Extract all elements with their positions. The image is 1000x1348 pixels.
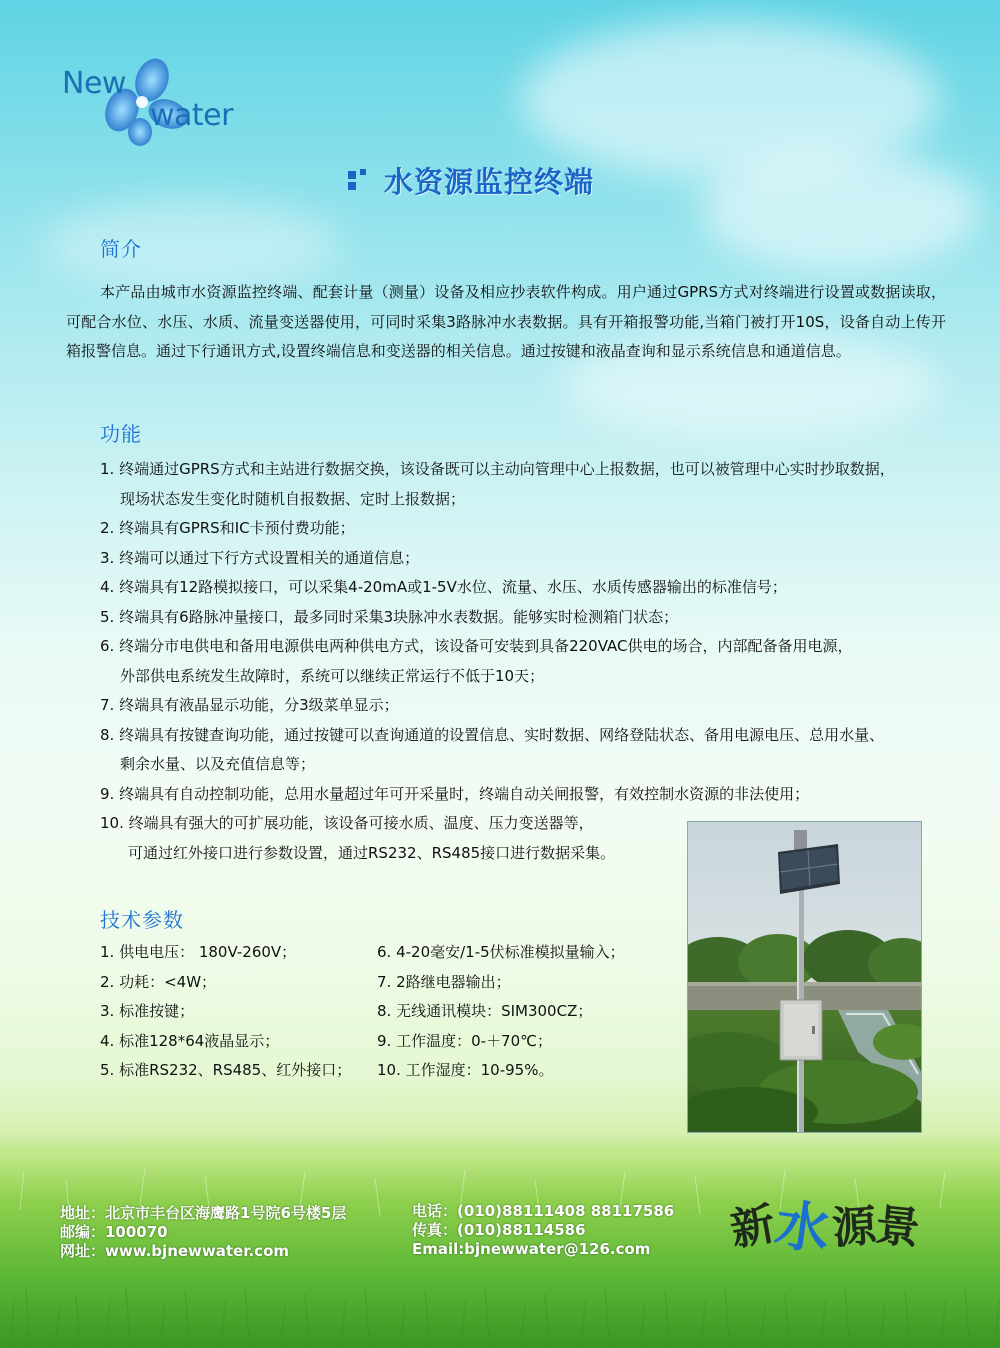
function-item-continuation: 可通过红外接口进行参数设置，通过RS232、RS485接口进行数据采集。 [128,843,616,862]
list-item [100,573,960,603]
list-item [100,603,960,633]
specs-left-column [100,938,370,1086]
list-item [100,544,960,574]
spec-item: 6. 4-20毫安/1-5伏标准模拟量输入； [377,943,625,961]
footer-postcode: 邮编：100070 [60,1223,168,1241]
spec-item: 4. 标准128*64液晶显示； [100,1031,280,1050]
specs-right-column [377,938,677,1086]
spec-item: 9. 工作温度：0-＋70℃； [377,1031,552,1050]
spec-item: 8. 无线通讯模块：SIM300CZ； [377,1002,593,1020]
list-item [100,632,960,691]
title-squares-icon [348,169,372,191]
function-item-line: 5. 终端具有6路脉冲量接口，最多同时采集3块脉冲水表数据。能够实时检测箱门状态； [100,607,679,626]
list-item [100,780,960,810]
intro-paragraph: 本产品由城市水资源监控终端、配套计量（测量）设备及相应抄表软件构成。用户通过GPRS方式对终端进行设置或数据读取，可配合水位、水压、水质、流量变送器使用，可同时采集3路脉冲水表数据。具有开箱报警功能,当箱门被打开10S，设备自动上传开箱报警信息。通过下行通讯方式,设置终端信息和变送器的相关信息。通过按键和液晶查询和显示系统信息和通道信息。 [66,283,946,360]
intro-heading: 简介 [100,237,142,261]
list-item [100,721,960,780]
logo-text-water: water [150,98,233,133]
cloud-decoration [700,150,980,270]
footer-email[interactable]: Email:bjnewwater@126.com [412,1240,651,1258]
specs-heading: 技术参数 [100,908,184,932]
spec-item: 2. 功耗：<4W； [100,972,217,991]
footer-website[interactable]: 网址：www.bjnewwater.com [60,1242,290,1260]
brand-calligraphy [726,1188,940,1262]
function-item-line: 6. 终端分市电供电和备用电源供电两种供电方式，该设备可安装到具备220VAC供电的场合，内部配备备用电源， [100,637,853,655]
function-item-line: 10. 终端具有强大的可扩展功能，该设备可接水质、温度、压力变送器等， [100,814,594,832]
brand-char: 景 [872,1199,923,1256]
spec-item: 5. 标准RS232、RS485、红外接口； [100,1061,352,1079]
monitoring-pole-illustration [688,822,921,1132]
list-item [100,455,960,514]
brand-char: 新 [726,1198,779,1257]
spec-item: 7. 2路继电器输出； [377,972,511,991]
list-item [100,514,960,544]
function-item-continuation: 剩余水量、以及充值信息等； [120,755,316,773]
brand-char: 源 [830,1200,879,1255]
function-item-line: 9. 终端具有自动控制功能，总用水量超过年可开采量时，终端自动关闸报警，有效控制水资源的非法使用； [100,784,810,803]
product-installation-photo [687,821,922,1133]
function-item-line: 4. 终端具有12路模拟接口，可以采集4-20mA或1-5V水位、流量、水压、水质传感器输出的标准信号； [100,578,787,596]
footer-fax: 传真：(010)88114586 [412,1221,586,1239]
footer-contact-right [412,1202,702,1259]
newwater-logo [62,52,242,152]
footer-phone: 电话：(010)88111408 88117586 [412,1202,675,1220]
functions-list [100,455,960,868]
function-item-line: 1. 终端通过GPRS方式和主站进行数据交换，该设备既可以主动向管理中心上报数据，也可以被管理中心实时抄取数据， [100,460,895,478]
brand-char: 水 [771,1191,834,1262]
spec-item: 1. 供电电压： 180V-260V； [100,943,297,961]
cloud-decoration [40,200,340,290]
function-item-line: 7. 终端具有液晶显示功能，分3级菜单显示； [100,696,399,714]
logo-text-new: New [62,66,126,101]
spec-item: 3. 标准按键； [100,1002,195,1020]
function-item-line: 3. 终端可以通过下行方式设置相关的通道信息； [100,548,420,567]
functions-heading: 功能 [100,422,142,446]
function-item-continuation: 外部供电系统发生故障时，系统可以继续正常运行不低于10天； [120,666,545,685]
spec-item: 10. 工作湿度：10-95%。 [377,1061,554,1079]
page-title-block [348,160,594,200]
page-title: 水资源监控终端 [384,164,595,199]
function-item-continuation: 现场状态发生变化时随机自报数据、定时上报数据； [120,489,466,508]
footer-address: 地址：北京市丰台区海鹰路1号院6号楼5层 [60,1204,347,1222]
function-item-line: 2. 终端具有GPRS和IC卡预付费功能； [100,519,355,537]
function-item-line: 8. 终端具有按键查询功能，通过按键可以查询通道的设置信息、实时数据、网络登陆状态、备用电源电压、总用水量、 [100,725,885,744]
list-item [100,691,960,721]
footer-contact-left [60,1204,400,1261]
